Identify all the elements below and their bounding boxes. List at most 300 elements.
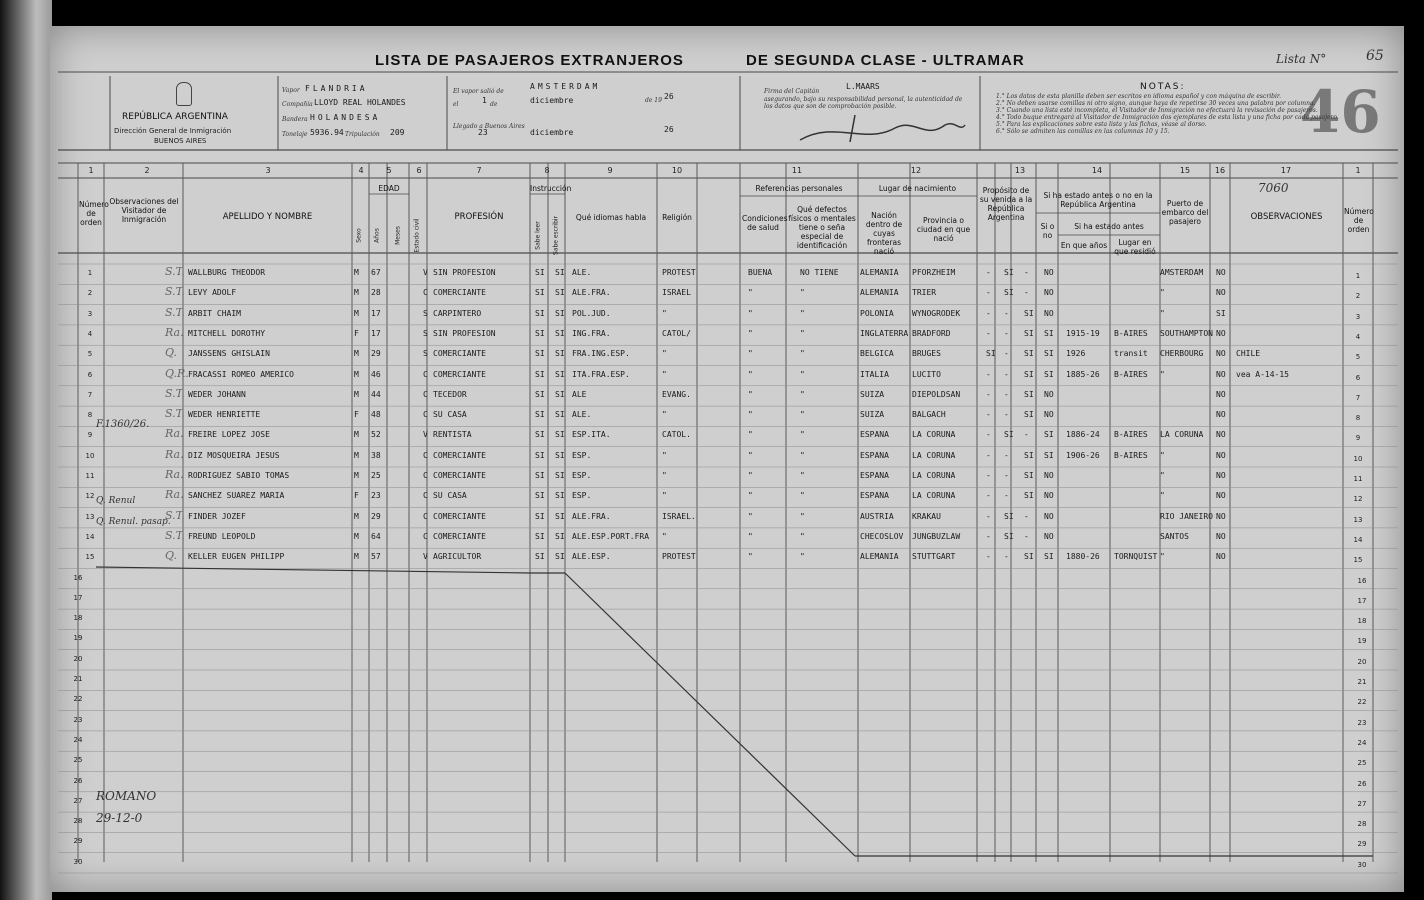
edad: 28 xyxy=(371,288,381,298)
handwritten-note-row9: F.1360/26. xyxy=(96,419,150,430)
row-number-right: 14 xyxy=(1353,535,1363,544)
puerto: " xyxy=(1160,471,1165,480)
row-number: 10 xyxy=(85,451,95,460)
row-number-right: 12 xyxy=(1353,495,1363,504)
column-number: 16 xyxy=(1214,166,1226,175)
religion: " xyxy=(662,349,667,359)
proposito-1: - xyxy=(986,268,991,277)
passenger-name: FREIRE LOPEZ JOSE xyxy=(188,430,270,440)
passenger-name: RODRIGUEZ SABIO TOMAS xyxy=(188,471,290,480)
header-si-o-no: Si o no xyxy=(1040,222,1055,240)
profesion: COMERCIANTE xyxy=(433,369,486,379)
nacion: ALEMANIA xyxy=(860,288,899,298)
defectos: " xyxy=(800,349,805,359)
en-que-anos: 1915-19 xyxy=(1066,328,1100,338)
salio-day: 1 xyxy=(482,96,487,105)
column-number: 6 xyxy=(416,166,422,175)
nacion: ESPANA xyxy=(860,450,889,460)
passenger-name: FRACASSI ROMEO AMERICO xyxy=(188,369,294,379)
provincia: DIEPOLDSAN xyxy=(912,389,961,399)
edad: 57 xyxy=(371,552,381,562)
lugar-residio: B-AIRES xyxy=(1114,430,1148,440)
salud: " xyxy=(748,450,753,460)
nacion: BELGICA xyxy=(860,349,894,359)
idiomas: ING.FRA. xyxy=(572,328,611,338)
sabe-leer: SI xyxy=(535,511,545,521)
row-number: 14 xyxy=(85,532,95,541)
salud: " xyxy=(748,430,753,440)
proposito-1: - xyxy=(986,430,991,440)
sexo: M xyxy=(354,308,359,318)
estado-antes: NO xyxy=(1044,410,1054,420)
proposito-3: SI xyxy=(1024,450,1034,460)
col16: NO xyxy=(1216,328,1226,338)
col16: NO xyxy=(1216,450,1226,460)
estado-antes: SI xyxy=(1044,328,1054,338)
salud: " xyxy=(748,471,753,480)
obs-visitador: Q. xyxy=(165,549,177,563)
column-number: 10 xyxy=(671,166,683,175)
religion: ISRAEL xyxy=(662,288,691,298)
proposito-1: - xyxy=(986,369,991,379)
sabe-escribir: SI xyxy=(555,328,565,338)
lista-label: Lista N° xyxy=(1276,52,1327,66)
header-idiomas: Qué idiomas habla xyxy=(575,213,647,222)
proposito-1: - xyxy=(986,328,991,338)
nota-item: 5.° Para las explicaciones sobre esta lista y las fichas, véase al dorso. xyxy=(996,121,1207,128)
sexo: M xyxy=(354,430,359,440)
lugar-residio: B-AIRES xyxy=(1114,328,1148,338)
proposito-3: - xyxy=(1024,288,1029,298)
edad: 29 xyxy=(371,349,381,359)
header-religion: Religión xyxy=(662,213,692,222)
col16: NO xyxy=(1216,349,1226,359)
estado-antes: SI xyxy=(1044,369,1054,379)
sabe-escribir: SI xyxy=(555,410,565,420)
nota-item: 4.° Todo buque entregará al Visitador de Inmigración dos ejemplares de esta lista y una ficha por cada pasajero. xyxy=(996,114,1339,121)
header-sabe-leer: Sabe leer xyxy=(534,221,542,250)
column-number: 8 xyxy=(544,166,550,175)
sabe-leer: SI xyxy=(535,308,545,318)
row-number: 22 xyxy=(73,695,83,704)
estado-civil: C xyxy=(423,288,428,298)
row-number: 6 xyxy=(87,370,93,379)
obs17: CHILE xyxy=(1236,349,1261,359)
sabe-escribir: SI xyxy=(555,430,565,440)
vapor-value: FLANDRIA xyxy=(305,84,368,93)
estado-antes: NO xyxy=(1044,511,1054,521)
lugar-residio: TORNQUIST xyxy=(1114,552,1158,562)
col17-stamp: 7060 xyxy=(1258,181,1289,195)
row-number-right: 3 xyxy=(1355,312,1361,321)
idiomas: ALE. xyxy=(572,268,592,277)
direccion: Dirección General de Inmigración xyxy=(114,127,232,135)
religion: " xyxy=(662,308,667,318)
sexo: M xyxy=(354,511,359,521)
sabe-leer: SI xyxy=(535,430,545,440)
proposito-1: - xyxy=(986,531,991,541)
nacion: SUIZA xyxy=(860,389,885,399)
col16: SI xyxy=(1216,308,1226,318)
idiomas: ALE.ESP.PORT.FRA xyxy=(572,531,650,541)
header-en-que-anos: En que años xyxy=(1060,241,1108,250)
obs-visitador: S.T. xyxy=(165,285,185,299)
proposito-2: SI xyxy=(1004,531,1014,541)
proposito-3: SI xyxy=(1024,491,1034,501)
defectos: " xyxy=(800,450,805,460)
sabe-leer: SI xyxy=(535,288,545,298)
col16: NO xyxy=(1216,552,1226,562)
row-number: 2 xyxy=(87,289,93,298)
salud: " xyxy=(748,349,753,359)
row-number-right: 26 xyxy=(1357,779,1367,788)
salud: " xyxy=(748,328,753,338)
salio-el-label: el xyxy=(453,101,459,108)
proposito-3: - xyxy=(1024,268,1029,277)
proposito-1: - xyxy=(986,511,991,521)
lugar-residio: transit xyxy=(1114,349,1148,359)
row-number-right: 18 xyxy=(1357,617,1367,626)
col16: NO xyxy=(1216,288,1226,298)
obs-visitador: S.T. xyxy=(165,508,185,522)
estado-antes: SI xyxy=(1044,450,1054,460)
puerto: CHERBOURG xyxy=(1160,349,1204,359)
passenger-name: ARBIT CHAIM xyxy=(188,308,241,318)
llegado-day: 23 xyxy=(478,128,488,137)
edad: 48 xyxy=(371,410,381,420)
row-number: 17 xyxy=(73,593,83,602)
title-left: LISTA DE PASAJEROS EXTRANJEROS xyxy=(375,52,684,69)
provincia: LUCITO xyxy=(912,369,941,379)
proposito-1: SI xyxy=(986,349,996,359)
estado-antes: NO xyxy=(1044,308,1054,318)
salud: BUENA xyxy=(748,268,773,277)
obs17: vea A-14-15 xyxy=(1236,369,1289,379)
row-number-right: 10 xyxy=(1353,454,1363,463)
row-number-right: 17 xyxy=(1357,596,1367,605)
estado-civil: C xyxy=(423,389,428,399)
passenger-name: SANCHEZ SUAREZ MARIA xyxy=(188,491,285,501)
edad: 52 xyxy=(371,430,381,440)
estado-civil: C xyxy=(423,491,428,501)
sabe-escribir: SI xyxy=(555,552,565,562)
row-number-right: 8 xyxy=(1355,414,1361,423)
row-number-right: 6 xyxy=(1355,373,1361,382)
religion: EVANG. xyxy=(662,389,691,399)
sexo: M xyxy=(354,369,359,379)
row-number: 25 xyxy=(73,756,83,765)
obs-visitador: Q.R. xyxy=(165,366,189,380)
row-number: 28 xyxy=(73,817,83,826)
llegado-label: Llegado a Buenos Aires xyxy=(453,123,525,130)
profesion: COMERCIANTE xyxy=(433,450,486,460)
row-number-right: 29 xyxy=(1357,840,1367,849)
obs-visitador: Ra. xyxy=(165,427,184,441)
nacion: ESPANA xyxy=(860,491,889,501)
row-number: 20 xyxy=(73,654,83,663)
col16: NO xyxy=(1216,369,1226,379)
col16: NO xyxy=(1216,268,1226,277)
sabe-leer: SI xyxy=(535,349,545,359)
row-number-right: 21 xyxy=(1357,678,1367,686)
column-number: 15 xyxy=(1179,166,1191,175)
sabe-leer: SI xyxy=(535,389,545,399)
idiomas: ALE.ESP. xyxy=(572,552,611,562)
idiomas: ALE. xyxy=(572,410,592,420)
obs-visitador: S.T. xyxy=(165,386,185,400)
estado-antes: SI xyxy=(1044,349,1054,359)
tripulacion-label: Tripulación xyxy=(345,131,380,138)
religion: " xyxy=(662,410,667,420)
provincia: BALGACH xyxy=(912,410,946,420)
column-number: 4 xyxy=(358,166,364,175)
defectos: " xyxy=(800,369,805,379)
row-number-right: 25 xyxy=(1357,759,1367,768)
lista-number: 65 xyxy=(1366,48,1384,64)
proposito-2: SI xyxy=(1004,430,1014,440)
estado-antes: NO xyxy=(1044,389,1054,399)
header-orden: Número de orden xyxy=(79,200,109,227)
obs-visitador: S.T. xyxy=(165,528,185,542)
sabe-escribir: SI xyxy=(555,450,565,460)
captain-text: asegurando, bajo su responsabilidad personal, la autenticidad de los datos que son de comprobación posible. xyxy=(764,96,963,110)
passenger-name: FINDER JOZEF xyxy=(188,511,246,521)
salio-month: diciembre xyxy=(530,96,574,105)
sexo: M xyxy=(354,268,359,277)
proposito-2: - xyxy=(1004,308,1009,318)
tonelaje-label: Tonelaje xyxy=(282,131,308,138)
idiomas: ESP. xyxy=(572,471,592,480)
row-number-right: 15 xyxy=(1353,556,1363,565)
sexo: F xyxy=(354,410,359,420)
lugar-residio: B-AIRES xyxy=(1114,450,1148,460)
proposito-2: - xyxy=(1004,552,1009,562)
proposito-3: - xyxy=(1024,511,1029,521)
defectos: " xyxy=(800,328,805,338)
puerto: AMSTERDAM xyxy=(1160,268,1204,277)
proposito-2: SI xyxy=(1004,511,1014,521)
passenger-name: LEVY ADOLF xyxy=(188,288,237,298)
sexo: M xyxy=(354,349,359,359)
sabe-leer: SI xyxy=(535,328,545,338)
salud: " xyxy=(748,389,753,399)
puerto: " xyxy=(1160,552,1165,562)
proposito-2: - xyxy=(1004,471,1009,480)
obs-visitador: Ra. xyxy=(165,447,184,461)
proposito-2: - xyxy=(1004,450,1009,460)
row-number: 5 xyxy=(87,350,93,359)
nacion: SUIZA xyxy=(860,410,885,420)
proposito-1: - xyxy=(986,308,991,318)
row-number-right: 23 xyxy=(1357,718,1367,727)
sexo: M xyxy=(354,389,359,399)
header-apellido: APELLIDO Y NOMBRE xyxy=(222,212,313,222)
row-number-right: 19 xyxy=(1357,637,1367,646)
row-number: 23 xyxy=(73,715,83,724)
defectos: " xyxy=(800,511,805,521)
estado-civil: C xyxy=(423,369,428,379)
edad: 38 xyxy=(371,450,381,460)
col16: NO xyxy=(1216,531,1226,541)
row-number: 4 xyxy=(87,329,93,338)
row-number-right: 11 xyxy=(1353,475,1363,483)
puerto: " xyxy=(1160,288,1165,298)
salio-value: AMSTERDAM xyxy=(530,82,601,91)
idiomas: ESP. xyxy=(572,450,592,460)
row-number-right: 16 xyxy=(1357,576,1367,585)
proposito-3: SI xyxy=(1024,349,1034,359)
edad: 46 xyxy=(371,369,381,379)
provincia: BRADFORD xyxy=(912,328,951,338)
idiomas: ALE.FRA. xyxy=(572,511,611,521)
row-number-right: 28 xyxy=(1357,820,1367,829)
sabe-leer: SI xyxy=(535,450,545,460)
provincia: BRUGES xyxy=(912,349,941,359)
salud: " xyxy=(748,552,753,562)
sabe-leer: SI xyxy=(535,268,545,277)
row-number: 19 xyxy=(73,634,83,643)
passenger-name: MITCHELL DOROTHY xyxy=(188,328,266,338)
sabe-leer: SI xyxy=(535,471,545,480)
proposito-3: SI xyxy=(1024,369,1034,379)
column-number: 3 xyxy=(265,166,271,175)
defectos: " xyxy=(800,389,805,399)
row-number: 15 xyxy=(85,553,95,562)
provincia: KRAKAU xyxy=(912,511,941,521)
row-number: 7 xyxy=(87,390,93,399)
row-number: 13 xyxy=(85,512,95,521)
column-number: 1 xyxy=(88,166,94,175)
header-orden-right: Número de orden xyxy=(1344,207,1374,234)
column-number: 17 xyxy=(1280,166,1292,175)
passenger-name: WALLBURG THEODOR xyxy=(188,268,266,277)
puerto: SOUTHAMPTON xyxy=(1160,328,1213,338)
estado-antes: NO xyxy=(1044,531,1054,541)
header-defectos: Qué defectos físicos o mentales tiene o seña especial de identificación xyxy=(788,205,856,250)
passenger-name: WEDER HENRIETTE xyxy=(188,410,261,420)
estado-antes: NO xyxy=(1044,471,1054,480)
lugar-residio: B-AIRES xyxy=(1114,369,1148,379)
profesion: SU CASA xyxy=(433,410,467,420)
obs-visitador: S.T. xyxy=(165,305,185,319)
provincia: JUNGBUZLAW xyxy=(912,531,961,541)
compania-value: LLOYD REAL HOLANDES xyxy=(314,98,406,107)
header-puerto: Puerto de embarco del pasajero xyxy=(1161,199,1209,226)
sexo: M xyxy=(354,471,359,480)
puerto: " xyxy=(1160,491,1165,501)
handwritten-bottom-name: ROMANO xyxy=(96,789,157,803)
profesion: COMERCIANTE xyxy=(433,349,486,359)
obs-visitador: Q. xyxy=(165,346,177,360)
idiomas: ALE.FRA. xyxy=(572,288,611,298)
column-number: 9 xyxy=(607,166,613,175)
sabe-leer: SI xyxy=(535,369,545,379)
estado-civil: V xyxy=(423,268,428,277)
column-number: 13 xyxy=(1014,166,1026,175)
estado-civil: S xyxy=(423,308,428,318)
tonelaje-value: 5936.94 xyxy=(310,128,344,137)
provincia: WYNOGRODEK xyxy=(912,308,961,318)
sabe-leer: SI xyxy=(535,552,545,562)
proposito-2: SI xyxy=(1004,288,1014,298)
defectos: " xyxy=(800,430,805,440)
estado-civil: C xyxy=(423,450,428,460)
stamp-number: 46 xyxy=(1300,78,1381,146)
sabe-escribir: SI xyxy=(555,268,565,277)
edad: 25 xyxy=(371,471,381,480)
estado-civil: V xyxy=(423,430,428,440)
profesion: AGRICULTOR xyxy=(433,552,482,562)
proposito-2: - xyxy=(1004,410,1009,420)
row-number: 3 xyxy=(87,309,93,318)
llegado-year: 26 xyxy=(664,125,674,134)
header-observaciones-visitador: Observaciones del Visitador de Inmigración xyxy=(109,197,179,224)
nacion: ALEMANIA xyxy=(860,268,899,277)
profesion: COMERCIANTE xyxy=(433,288,486,298)
proposito-3: SI xyxy=(1024,410,1034,420)
provincia: PFORZHEIM xyxy=(912,268,956,277)
sabe-escribir: SI xyxy=(555,531,565,541)
header-observaciones: OBSERVACIONES xyxy=(1250,212,1323,222)
salud: " xyxy=(748,491,753,501)
provincia: LA CORUNA xyxy=(912,471,956,480)
defectos: " xyxy=(800,308,805,318)
row-number-right: 22 xyxy=(1357,698,1367,707)
estado-civil: C xyxy=(423,410,428,420)
nacion: CHECOSLOV xyxy=(860,531,904,541)
proposito-1: - xyxy=(986,389,991,399)
profesion: SU CASA xyxy=(433,491,467,501)
passenger-name: WEDER JOHANN xyxy=(188,389,246,399)
estado-civil: C xyxy=(423,511,428,521)
estado-antes: SI xyxy=(1044,552,1054,562)
sabe-escribir: SI xyxy=(555,511,565,521)
sabe-escribir: SI xyxy=(555,389,565,399)
estado-antes: NO xyxy=(1044,268,1054,277)
row-number: 26 xyxy=(73,776,83,785)
sabe-escribir: SI xyxy=(555,491,565,501)
puerto: LA CORUNA xyxy=(1160,430,1204,440)
row-number-right: 4 xyxy=(1355,332,1361,341)
edad: 67 xyxy=(371,268,381,277)
bandera-value: HOLANDESA xyxy=(310,113,381,122)
idiomas: POL.JUD. xyxy=(572,308,611,318)
proposito-2: - xyxy=(1004,389,1009,399)
defectos: " xyxy=(800,531,805,541)
passenger-name: JANSSENS GHISLAIN xyxy=(188,349,270,359)
obs-visitador: Ra. xyxy=(165,325,184,339)
col16: NO xyxy=(1216,389,1226,399)
idiomas: ALE xyxy=(572,389,587,399)
salio-label: El vapor salió de xyxy=(453,88,504,95)
estado-civil: C xyxy=(423,531,428,541)
defectos: " xyxy=(800,471,805,480)
sabe-escribir: SI xyxy=(555,308,565,318)
obs-visitador: Ra. xyxy=(165,488,184,502)
defectos: " xyxy=(800,288,805,298)
proposito-2: - xyxy=(1004,328,1009,338)
llegado-month: diciembre xyxy=(530,128,574,137)
nota-item: 1.° Los datos de esta planilla deben ser escritos en idioma español y con máquina de escribir. xyxy=(996,93,1282,100)
salud: " xyxy=(748,511,753,521)
passenger-name: KELLER EUGEN PHILIPP xyxy=(188,552,285,562)
proposito-3: - xyxy=(1024,531,1029,541)
header-meses: Meses xyxy=(394,226,402,245)
sabe-leer: SI xyxy=(535,491,545,501)
salud: " xyxy=(748,410,753,420)
handwritten-bottom-date: 29-12-0 xyxy=(96,811,143,825)
proposito-2: SI xyxy=(1004,268,1014,277)
